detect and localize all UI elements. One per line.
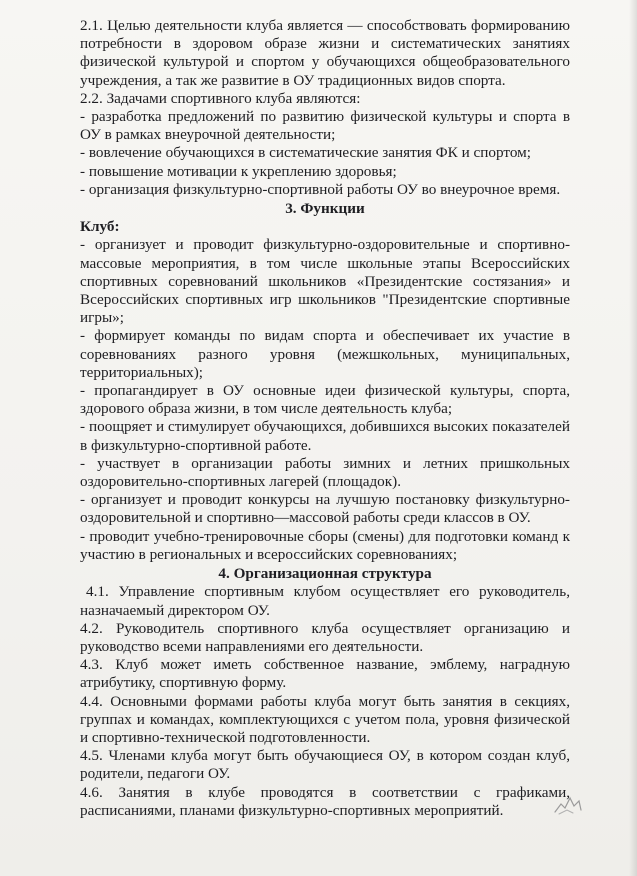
function-item: - пропагандирует в ОУ основные идеи физической культуры, спорта, здорового образа жизни, в том числе деятельность клуба; <box>80 382 570 418</box>
structure-item: 4.5. Членами клуба могут быть обучающиеся ОУ, в котором создан клуб, родители, педагоги ОУ. <box>80 747 570 783</box>
structure-item: 4.2. Руководитель спортивного клуба осуществляет организацию и руководство всеми направлениями его деятельности. <box>80 619 570 655</box>
function-item: - организует и проводит конкурсы на лучшую постановку физкультурно-оздоровительной и спортивно—массовой работы среди классов в ОУ. <box>80 491 570 527</box>
structure-item: 4.4. Основными формами работы клуба могут быть занятия в секциях, группах и командах, комплектующихся с учетом пола, уровня физической и спортивно-технической подготовленности. <box>80 692 570 746</box>
section-3-subheading: Клуб: <box>80 218 120 236</box>
task-item: - вовлечение обучающихся в систематические занятия ФК и спортом; <box>80 144 531 162</box>
paragraph-2-1: 2.1. Целью деятельности клуба является — способствовать формированию потребности в здоровом образе жизни и систематических занятиях физической культурой и спортом у обучающихся общеобразовательного учреждения, а так же развитие в ОУ традиционных видов спорта. <box>80 17 570 89</box>
function-item: - формирует команды по видам спорта и обеспечивает их участие в соревнованиях разного уровня (межшкольных, муниципальных, территориальных); <box>80 327 570 381</box>
structure-item: 4.3. Клуб может иметь собственное название, эмблему, наградную атрибутику, спортивную форму. <box>80 656 570 692</box>
section-4-heading: 4. Организационная структура <box>218 565 432 583</box>
paragraph-2-2: 2.2. Задачами спортивного клуба являются: <box>80 89 361 107</box>
function-item: - проводит учебно-тренировочные сборы (смены) для подготовки команд к участию в региональных и всероссийских соревнованиях; <box>80 527 570 563</box>
ink-smudge-mark <box>551 792 585 818</box>
structure-item: 4.1. Управление спортивным клубом осуществляет его руководитель, назначаемый директором ОУ. <box>80 583 570 619</box>
task-item: - разработка предложений по развитию физической культуры и спорта в ОУ в рамках внеурочной деятельности; <box>80 108 570 144</box>
document-body <box>80 17 570 820</box>
task-item: - повышение мотивации к укреплению здоровья; <box>80 162 397 180</box>
function-item: - организует и проводит физкультурно-оздоровительные и спортивно-массовые мероприятия, в том числе школьные этапы Всероссийских спортивных соревнований школьников «Президентские состязания» и Всероссийских спортивных игр школьников "Президентские спортивные игры»; <box>80 236 570 327</box>
structure-item: 4.6. Занятия в клубе проводятся в соответствии с графиками, расписаниями, планами физкультурно-спортивных мероприятий. <box>80 783 570 819</box>
task-item: - организация физкультурно-спортивной работы ОУ во внеурочное время. <box>80 180 561 198</box>
function-item: - поощряет и стимулирует обучающихся, добившихся высоких показателей в физкультурно-спортивной работе. <box>80 418 570 454</box>
section-3-heading: 3. Функции <box>285 200 365 218</box>
function-item: - участвует в организации работы зимних и летних пришкольных оздоровительно-спортивных лагерей (площадок). <box>80 454 570 491</box>
